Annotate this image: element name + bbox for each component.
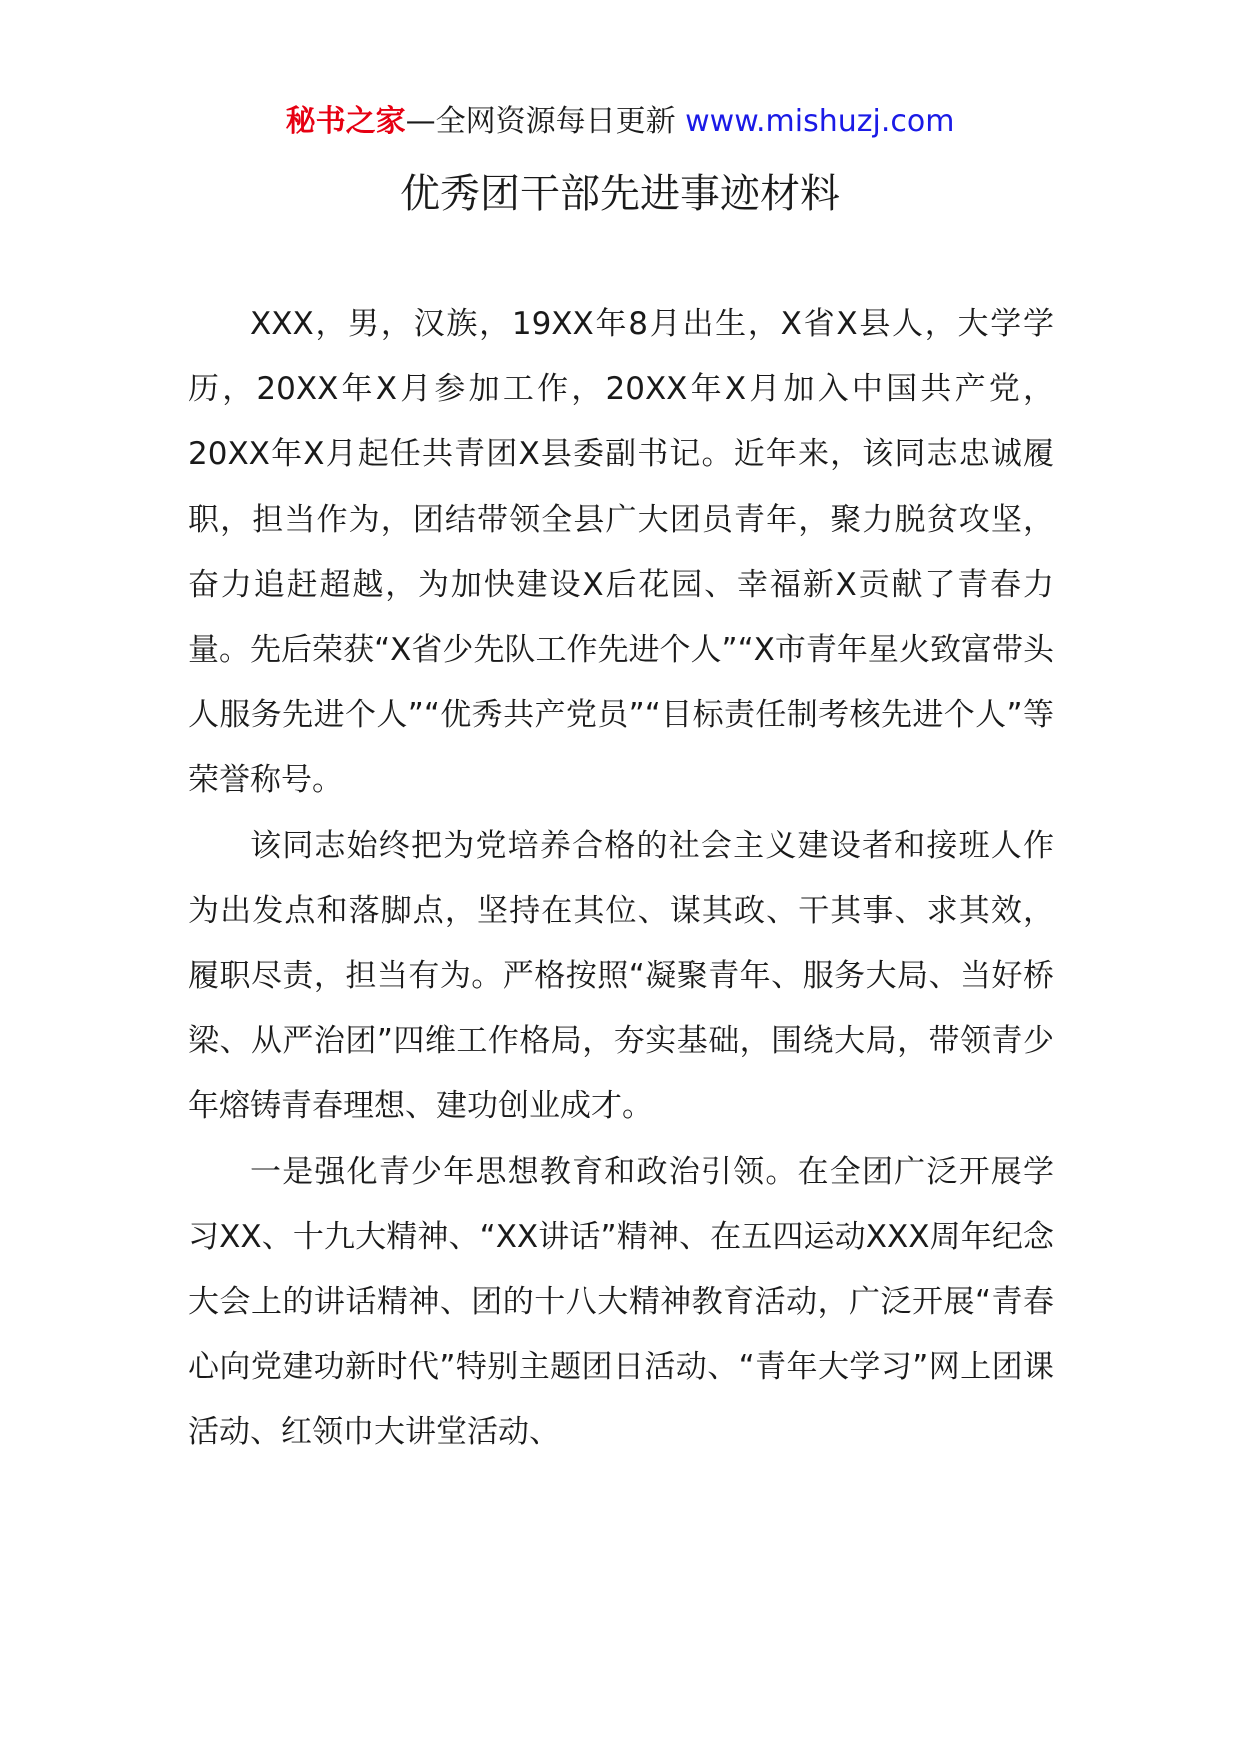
brand-name: 秘书之家	[285, 104, 406, 139]
document-title: 优秀团干部先进事迹材料	[400, 171, 840, 217]
paragraph-2: 该同志始终把为党培养合格的社会主义建设者和接班人作为出发点和落脚点，坚持在其位、谋其政、干其事、求其效，履职尽责，担当有为。严格按照“凝聚青年、服务大局、当好桥梁、从严治团”四维工作格局，夯实基础，围绕大局，带领青少年熔铸青春理想、建功创业成才。	[188, 827, 1054, 1125]
paragraph-3: 一是强化青少年思想教育和政治引领。在全团广泛开展学习XX、十九大精神、“XX讲话”精神、在五四运动XXX周年纪念大会上的讲话精神、团的十八大精神教育活动，广泛开展“青春心向党建功新时代”特别主题团日活动、“青年大学习”网上团课活动、红领巾大讲堂活动、	[188, 1153, 1054, 1451]
paragraph-1: XXX，男，汉族，19XX年8月出生，X省X县人，大学学历，20XX年X月参加工作，20XX年X月加入中国共产党，20XX年X月起任共青团X县委副书记。近年来，该同志忠诚履职，担当作为，团结带领全县广大团员青年，聚力脱贫攻坚，奋力追赶超越，为加快建设X后花园、幸福新X贡献了青春力量。先后荣获“X省少先队工作先进个人”“X市青年星火致富带头人服务先进个人”“优秀共产党员”“目标责任制考核先进个人”等荣誉称号。	[188, 306, 1054, 799]
document-body	[188, 292, 1054, 1466]
site-slogan: —全网资源每日更新	[405, 104, 686, 139]
site-url-link[interactable]: www.mishuzj.com	[685, 104, 955, 139]
site-header	[0, 100, 1240, 144]
